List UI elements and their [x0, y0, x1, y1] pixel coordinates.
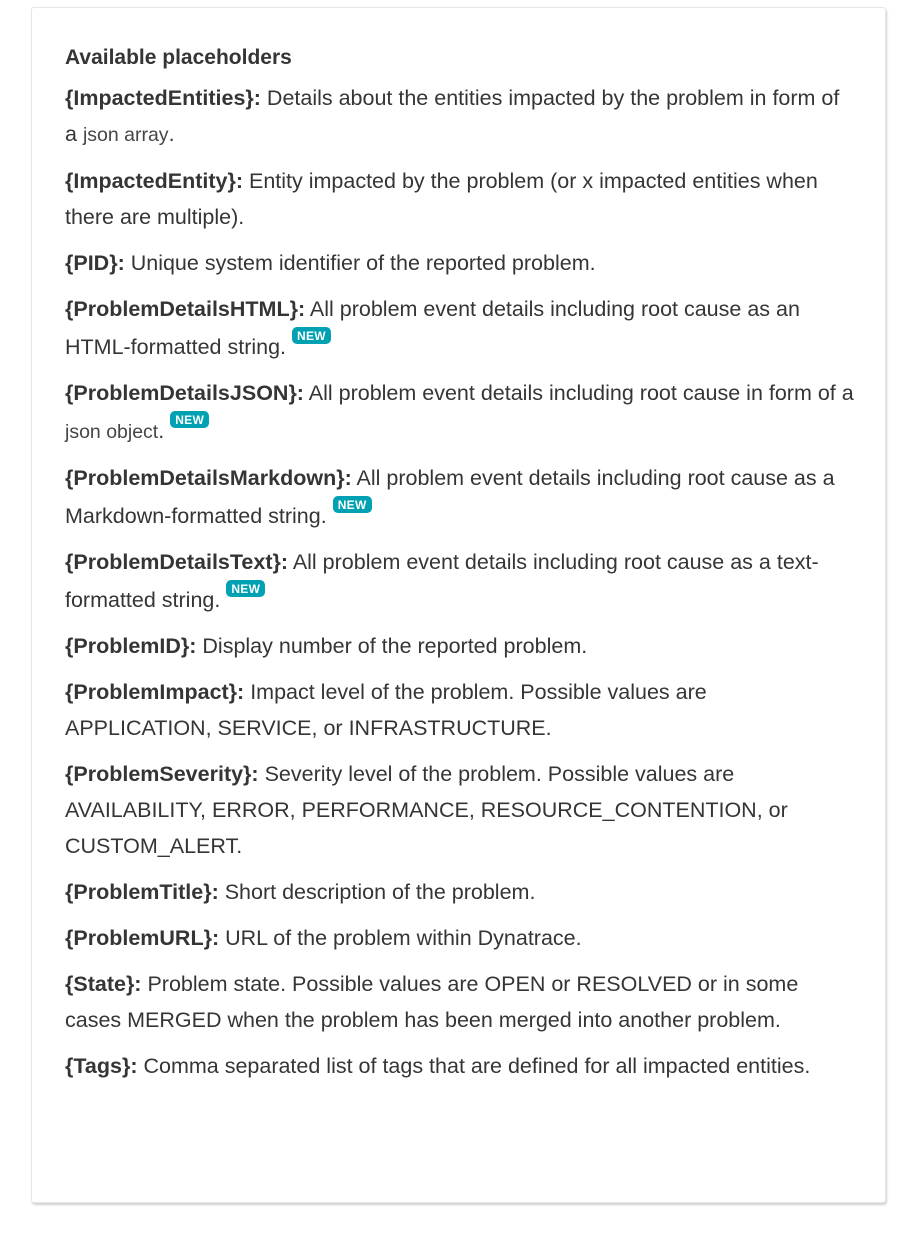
placeholder-description: Short description of the problem. [218, 880, 536, 904]
placeholder-key: {ImpactedEntities}: [65, 86, 261, 110]
placeholder-description: All problem event details including root cause in form of a [303, 381, 854, 405]
placeholder-description: Unique system identifier of the reported problem. [124, 251, 596, 275]
placeholder-problem-url [65, 920, 857, 956]
placeholder-problem-title [65, 874, 857, 910]
placeholder-code: json array [82, 124, 169, 146]
placeholder-description: Display number of the reported problem. [196, 634, 588, 658]
placeholder-problem-impact [65, 674, 857, 746]
placeholder-key: {ImpactedEntity}: [65, 169, 244, 193]
placeholder-problem-details-markdown [65, 460, 857, 534]
placeholder-description-end: . [158, 419, 165, 443]
placeholder-description: Comma separated list of tags that are defined for all impacted entities. [137, 1054, 811, 1078]
placeholder-key: {ProblemDetailsHTML}: [65, 297, 306, 321]
placeholder-key: {State}: [65, 972, 142, 996]
new-badge: NEW [226, 580, 265, 597]
placeholder-problem-details-json [65, 375, 857, 450]
placeholder-state [65, 966, 857, 1038]
placeholder-pid [65, 245, 857, 281]
placeholder-key: {Tags}: [65, 1054, 138, 1078]
placeholder-impacted-entities [65, 80, 857, 153]
placeholder-key: {ProblemDetailsText}: [65, 550, 289, 574]
placeholder-problem-severity [65, 756, 857, 864]
placeholder-problem-details-html [65, 291, 857, 365]
placeholder-key: {ProblemDetailsMarkdown}: [65, 466, 352, 490]
placeholder-key: {PID}: [65, 251, 125, 275]
placeholder-description: Problem state. Possible values are OPEN or RESOLVED or in some cases MERGED when the problem has been merged into another problem. [65, 972, 799, 1032]
placeholder-key: {ProblemTitle}: [65, 880, 219, 904]
placeholder-description: URL of the problem within Dynatrace. [219, 926, 582, 950]
placeholder-description: All problem event details including root cause as an HTML-formatted string. [65, 297, 800, 359]
placeholder-key: {ProblemID}: [65, 634, 197, 658]
placeholders-panel [31, 7, 886, 1203]
new-badge: NEW [292, 327, 331, 344]
placeholder-problem-details-text [65, 544, 857, 618]
placeholder-key: {ProblemSeverity}: [65, 762, 259, 786]
placeholder-description: Details about the entities impacted by the problem in form of a [65, 86, 840, 146]
panel-title: Available placeholders [65, 46, 292, 69]
placeholder-problem-id [65, 628, 857, 664]
placeholder-description: Severity level of the problem. Possible values are AVAILABILITY, ERROR, PERFORMANCE, RESOURCE_CONTENTION, or CUSTOM_ALERT. [65, 762, 788, 858]
placeholder-description: All problem event details including root cause as a text-formatted string. [65, 550, 819, 612]
new-badge: NEW [333, 496, 372, 513]
placeholder-key: {ProblemDetailsJSON}: [65, 381, 304, 405]
placeholder-description: All problem event details including root cause as a Markdown-formatted string. [65, 466, 835, 528]
placeholder-description: Impact level of the problem. Possible values are APPLICATION, SERVICE, or INFRASTRUCTURE. [65, 680, 707, 740]
placeholder-tags [65, 1048, 857, 1084]
placeholder-code: json object [65, 421, 159, 443]
placeholder-description-end: . [168, 122, 175, 146]
placeholder-impacted-entity [65, 163, 857, 235]
placeholder-key: {ProblemImpact}: [65, 680, 245, 704]
placeholder-key: {ProblemURL}: [65, 926, 220, 950]
new-badge: NEW [170, 411, 209, 428]
placeholder-description: Entity impacted by the problem (or x impacted entities when there are multiple). [65, 169, 818, 229]
